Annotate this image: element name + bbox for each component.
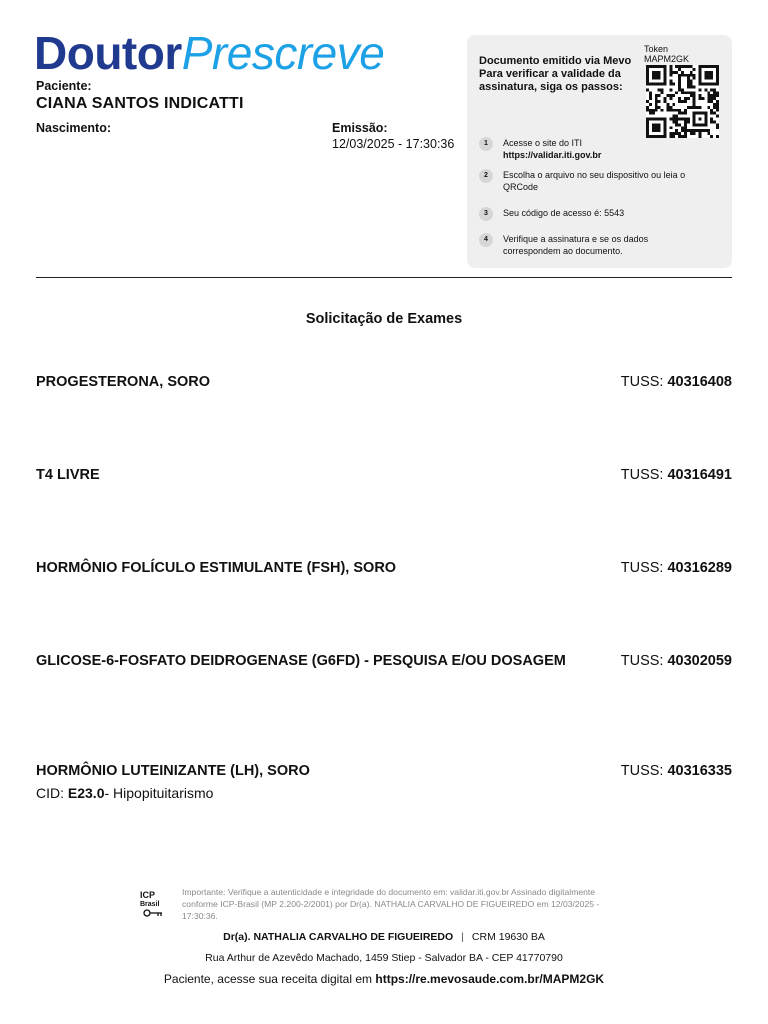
- digital-prescription-line: [0, 972, 768, 986]
- tuss-code: 40316289: [667, 560, 732, 576]
- patient-name: CIANA SANTOS INDICATTI: [36, 95, 244, 112]
- step-text: Verifique a assinatura e se os dados correspondem ao documento.: [503, 234, 649, 256]
- emission-value: 12/03/2025 - 17:30:36: [332, 137, 455, 151]
- exam-tuss: [621, 560, 732, 576]
- exam-tuss: [621, 374, 732, 390]
- tuss-code: 40302059: [667, 653, 732, 669]
- validation-title: Documento emitido via Mevo Para verificar a validade da assinatura, siga os passos:: [479, 55, 632, 93]
- tuss-label: TUSS:: [620, 467, 664, 483]
- token-value: MAPM2GK: [644, 54, 690, 64]
- icp-brasil-logo: [140, 889, 166, 919]
- exam-name: T4 LIVRE: [36, 467, 100, 483]
- step-number-badge: 2: [479, 169, 493, 183]
- separator: |: [461, 931, 464, 943]
- cid-label: CID:: [36, 785, 64, 801]
- svg-text:Brasil: Brasil: [140, 901, 160, 908]
- qr-code[interactable]: [644, 65, 721, 138]
- exam-name: HORMÔNIO LUTEINIZANTE (LH), SORO: [36, 763, 310, 779]
- clinic-address: Rua Arthur de Azevêdo Machado, 1459 Stiep - Salvador BA - CEP 41770790: [205, 952, 563, 964]
- birth-label: Nascimento:: [36, 121, 112, 135]
- authenticity-note: Importante: Verifique a autenticidade e integridade do documento em: validar.iti.gov.br Assinado digitalmente conforme ICP-Brasil (MP 2.200-2/2001) por Dr(a). NATHALIA CARVALHO DE FIGUEIREDO em 12/03/2025 - 17:30:36.: [182, 887, 600, 921]
- tuss-label: TUSS:: [620, 763, 664, 779]
- exam-name: GLICOSE-6-FOSFATO DEIDROGENASE (G6FD) - PESQUISA E/OU DOSAGEM: [36, 653, 566, 669]
- iti-link[interactable]: https://validar.iti.gov.br: [503, 150, 602, 160]
- token-label: Token: [644, 44, 669, 54]
- cid-description: - Hipopituitarismo: [104, 785, 214, 801]
- step-text: Seu código de acesso é: 5543: [503, 208, 625, 218]
- exam-name: PROGESTERONA, SORO: [36, 374, 211, 390]
- header-divider: [36, 277, 732, 278]
- cid-code: E23.0: [67, 785, 105, 801]
- step-number-badge: 1: [479, 137, 493, 151]
- tuss-code: 40316335: [667, 763, 732, 779]
- patient-label: Paciente:: [36, 79, 92, 93]
- doctor-signature-line: [0, 931, 768, 943]
- tuss-label: TUSS:: [620, 374, 664, 390]
- validation-panel: [467, 35, 732, 268]
- brand-logo-part2: Prescreve: [181, 27, 385, 79]
- step-text: Escolha o arquivo no seu dispositivo ou leia o QRCode: [503, 170, 686, 192]
- tuss-code: 40316491: [667, 467, 732, 483]
- step-text: Acesse o site do ITI: [503, 138, 583, 148]
- exam-tuss: [621, 653, 732, 669]
- svg-text:ICP: ICP: [140, 890, 156, 900]
- exam-name: HORMÔNIO FOLÍCULO ESTIMULANTE (FSH), SORO: [36, 560, 397, 576]
- step-number-badge: 4: [479, 233, 493, 247]
- doctor-name: Dr(a). NATHALIA CARVALHO DE FIGUEIREDO: [223, 931, 454, 943]
- brand-logo-part1: Doutor: [34, 27, 182, 79]
- digital-text: Paciente, acesse sua receita digital em: [163, 972, 373, 986]
- tuss-code: 40316408: [667, 374, 732, 390]
- emission-label: Emissão:: [332, 121, 388, 135]
- brand-logo: [34, 27, 385, 79]
- exam-tuss: [621, 763, 732, 779]
- step-number-badge: 3: [479, 207, 493, 221]
- cid-line: [36, 785, 213, 801]
- tuss-label: TUSS:: [620, 653, 664, 669]
- exam-tuss: [621, 467, 732, 483]
- digital-prescription-link[interactable]: https://re.mevosaude.com.br/MAPM2GK: [375, 972, 605, 986]
- doctor-crm: CRM 19630 BA: [471, 931, 545, 943]
- tuss-label: TUSS:: [620, 560, 664, 576]
- section-title: Solicitação de Exames: [305, 311, 463, 327]
